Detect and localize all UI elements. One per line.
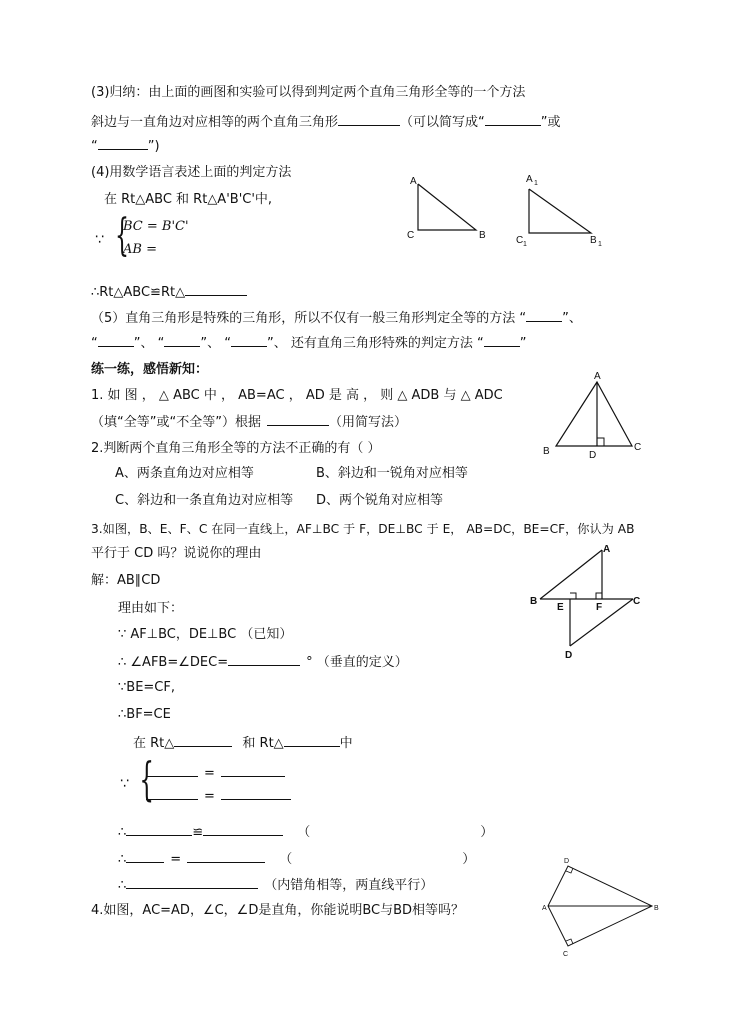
part5-line1-b: ”、: [562, 311, 582, 326]
blank[interactable]: [221, 786, 291, 800]
blank[interactable]: [267, 412, 329, 426]
step8-b: （内错角相等，两直线平行）: [264, 878, 434, 893]
step5: [133, 733, 353, 753]
q3-label-c: C: [633, 596, 641, 607]
q4-label-a: A: [542, 905, 547, 912]
q4-stem: 4.如图，AC=AD，∠C，∠D是直角，你能说明BC与BD相等吗？: [91, 903, 465, 918]
blank[interactable]: [484, 333, 520, 347]
blank[interactable]: [284, 733, 340, 747]
step7-a: ∴: [118, 852, 127, 867]
blank[interactable]: [231, 333, 267, 347]
step6-c: （: [297, 825, 311, 840]
blank[interactable]: [98, 136, 148, 150]
conclusion-text: ∴Rt△ABC≌Rt△: [91, 285, 186, 300]
blank[interactable]: [146, 786, 198, 800]
step5-b: 和 Rt△: [242, 736, 284, 751]
part4-conclusion: [91, 282, 247, 302]
step6-d: ）: [480, 825, 494, 840]
label-b1: B: [590, 235, 597, 246]
part5-line2-d: ”、 还有直角三角形特殊的判定方法 “: [266, 336, 484, 351]
right-angle-mark: [596, 593, 602, 599]
step6: [118, 822, 493, 842]
step6-a: ∴: [118, 825, 127, 840]
part5-line1: [91, 308, 582, 328]
q2-stem: 2.判断两个直角三角形全等的方法不正确的有（ ）: [91, 441, 381, 456]
part5-line2-b: ”、 “: [133, 336, 165, 351]
reason-heading: 理由如下：: [118, 601, 184, 616]
part3-line2-b: （可以简写成“: [400, 115, 485, 130]
blank[interactable]: [203, 822, 283, 836]
blank[interactable]: [98, 333, 134, 347]
blank[interactable]: [146, 763, 198, 777]
part4-title: (4)用数学语言表述上面的判定方法: [91, 165, 292, 180]
step8: [118, 875, 433, 895]
q1-line2: [91, 412, 407, 432]
blank[interactable]: [126, 849, 164, 863]
q2-option-d[interactable]: D、两个锐角对应相等: [316, 493, 444, 508]
q3-line1: 3.如图，B、E、F、C 在同一直线上，AF⊥BC 于 F，DE⊥BC 于 E， AB=DC，BE=CF，你认为 AB: [91, 522, 635, 536]
q3-label-a: A: [603, 544, 611, 555]
blank[interactable]: [164, 333, 200, 347]
q1-line1: 1. 如 图 ， △ ABC 中 ， AB=AC ， AD 是 高 ， 则 △ ADB 与 △ ADC: [91, 388, 503, 403]
part5-line2: [91, 333, 526, 353]
blank[interactable]: [185, 282, 247, 296]
right-angle-mark: [597, 438, 604, 446]
eq-row-2: [146, 786, 291, 806]
q4-label-d: D: [564, 858, 570, 865]
step2-b: ° （垂直的定义）: [306, 655, 408, 670]
because-symbol: ∵: [95, 232, 104, 248]
label-a1-sub: 1: [534, 180, 538, 187]
part3-line1: (3)归纳：由上面的画图和实验可以得到判定两个直角三角形全等的一个方法: [91, 85, 526, 100]
step1: ∵ AF⊥BC，DE⊥BC （已知）: [118, 627, 293, 642]
blank[interactable]: [187, 849, 265, 863]
step8-a: ∴: [118, 878, 127, 893]
step5-c: 中: [339, 736, 353, 751]
q1-line2-b: （用简写法）: [328, 415, 407, 430]
q1-figure: [540, 368, 650, 463]
triangle-a1b1c1-figure: [512, 165, 612, 255]
blank[interactable]: [221, 763, 285, 777]
q3-line2: 平行于 CD 吗？说说你的理由: [91, 546, 262, 561]
step7-c: （: [279, 852, 293, 867]
q2-option-a[interactable]: A、两条直角边对应相等: [115, 466, 254, 481]
q1-triangle: [556, 382, 632, 446]
step7-b: =: [170, 852, 182, 867]
solution: 解：AB∥CD: [91, 573, 161, 588]
part5-line2-a: “: [91, 336, 98, 351]
step3: ∵BE=CF,: [118, 680, 175, 695]
brace: {: [139, 752, 154, 806]
q1-label-d: D: [589, 450, 597, 461]
q3-figure: [525, 538, 655, 663]
q1-label-a: A: [594, 371, 601, 382]
step7: [118, 849, 475, 869]
part5-line1-a: （5）直角三角形是特殊的三角形，所以不仅有一般三角形判定全等的方法 “: [91, 311, 527, 326]
blank[interactable]: [126, 875, 258, 889]
label-c1-sub: 1: [523, 241, 527, 248]
part5-line2-c: ”、 “: [200, 336, 231, 351]
eq1: BC = B'C': [123, 219, 189, 234]
eq-row-1: [146, 763, 285, 783]
label-c: C: [407, 230, 415, 241]
q1-label-c: C: [634, 442, 642, 453]
part3-line3: [91, 136, 160, 156]
part3-line2-a: 斜边与一直角边对应相等的两个直角三角形: [91, 115, 339, 130]
q3-line-ab: [540, 550, 602, 599]
part3-line3-b: ”): [147, 139, 160, 154]
practice-heading: 练一练，感悟新知：: [91, 362, 209, 377]
q4-figure: [536, 854, 666, 964]
blank[interactable]: [126, 822, 192, 836]
part5-line2-e: ”: [519, 336, 527, 351]
triangle-a1b1c1: [529, 189, 591, 233]
step6-b: ≌: [192, 825, 204, 840]
q1-line2-a: （填“全等”或“不全等”）根据: [91, 415, 261, 430]
label-b: B: [479, 230, 486, 241]
triangle-abc: [418, 184, 476, 230]
step7-d: ）: [462, 852, 476, 867]
q1-label-b: B: [543, 446, 550, 457]
label-c1: C: [516, 235, 524, 246]
eq2: AB =: [123, 242, 157, 257]
part4-intro: 在 Rt△ABC 和 Rt△A'B'C'中,: [104, 192, 273, 207]
label-a1: A: [526, 174, 533, 185]
blank[interactable]: [338, 112, 400, 126]
step5-a: 在 Rt△: [133, 736, 175, 751]
blank[interactable]: [174, 733, 232, 747]
label-a: A: [410, 176, 417, 187]
q3-label-b: B: [530, 596, 538, 607]
step2: [118, 652, 408, 672]
equals-sign: =: [204, 766, 215, 781]
q3-label-d: D: [565, 650, 573, 661]
blank[interactable]: [228, 652, 300, 666]
q3-label-f: F: [596, 602, 603, 613]
because-symbol: ∵: [120, 776, 129, 792]
step2-a: ∴ ∠AFB=∠DEC=: [118, 655, 229, 670]
right-angle-mark: [570, 593, 576, 599]
triangle-abc-figure: [400, 172, 510, 252]
equals-sign: =: [204, 789, 215, 804]
brace: {: [115, 210, 129, 261]
part3-line3-a: “: [91, 139, 98, 154]
q2-option-b[interactable]: B、斜边和一锐角对应相等: [316, 466, 468, 481]
blank[interactable]: [485, 112, 541, 126]
label-b1-sub: 1: [598, 241, 602, 248]
q4-label-c: C: [563, 951, 569, 958]
q3-label-e: E: [557, 602, 564, 613]
blank[interactable]: [526, 308, 562, 322]
q2-option-c[interactable]: C、斜边和一条直角边对应相等: [115, 493, 294, 508]
q4-label-b: B: [654, 905, 659, 912]
part3-line2: [91, 112, 561, 132]
part3-line2-c: ”或: [540, 115, 561, 130]
step4: ∴BF=CE: [118, 707, 171, 722]
